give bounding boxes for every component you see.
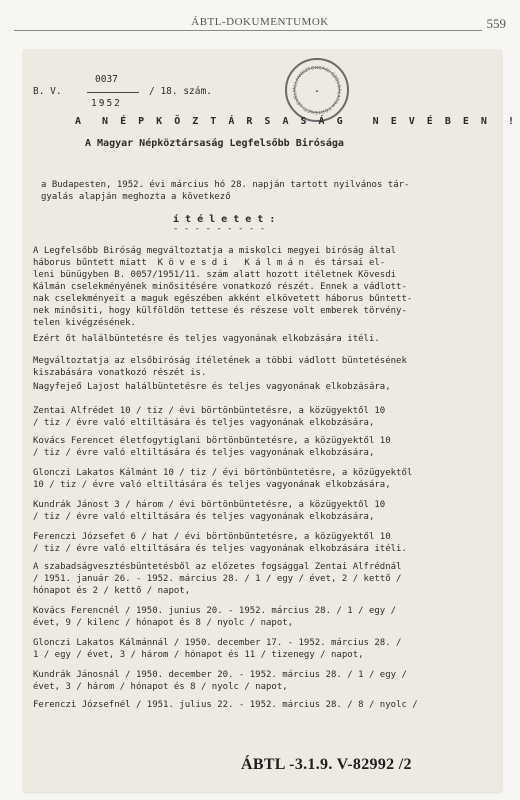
judgment-para1-line: telen kivégzésének. (33, 318, 136, 328)
intro-line-1: a Budapesten, 1952. évi március hó 28. napján tartott nyilvános tár- (41, 180, 410, 190)
ref-bv: B. V. (33, 86, 62, 97)
judgment-para1-line: háborus bűntett miatt K ö v e s d i K á l m á n és társai el- (33, 258, 386, 268)
judgment-para3-line: Megváltoztatja az elsőbiróság itéletének a többi vádlott büntetésének (33, 356, 407, 366)
judgment-para1-line: nak cselekményeit a maguk egészében akként elkövetett háborus bűntett- (33, 294, 413, 304)
iteletet-heading: í t é l e t e t : (173, 214, 276, 225)
ref-szam: / 18. szám. (149, 86, 212, 97)
svg-text:✦: ✦ (314, 90, 320, 95)
judgment-para6-line: / tiz / évre való eltiltására és teljes vagyonának elkobzására, (33, 448, 375, 458)
archive-seal-stamp (285, 58, 349, 122)
judgment-para1-line: Kálmán cselekményének minősitésére vonatkozó részét. Ennek a vádlott- (33, 282, 407, 292)
judgment-para1-line: A Legfelsőbb Biróság megváltoztatja a miskolci megyei biróság által (33, 246, 397, 256)
judgment-para4-line: Nagyfejeő Lajost halálbüntetésre és teljes vagyonának elkobzására, (33, 382, 391, 392)
judgment-para7-line: 10 / tiz / évre való eltiltására és teljes vagyonának elkobzására, (33, 480, 391, 490)
page-number: 559 (486, 16, 506, 31)
judgment-para8-line: / tiz / évre való eltiltására és teljes vagyonának elkobzására, (33, 512, 375, 522)
ref-number-top: 0037 (95, 74, 118, 85)
judgment-para2-line: Ezért őt halálbüntetésre és teljes vagyonának elkobzására itéli. (33, 334, 380, 344)
judgment-para10-line: hónapot és 2 / kettő / napot, (33, 586, 191, 596)
judgment-para11-line: évet, 9 / kilenc / hónapot és 8 / nyolc / napot, (33, 618, 294, 628)
judgment-para13-line: évet, 3 / három / hónapot és 8 / nyolc / napot, (33, 682, 288, 692)
judgment-para6-line: Kovács Ferencet életfogytiglani börtönbüntetésre, a közügyektől 10 (33, 436, 391, 446)
book-header (0, 0, 520, 34)
header-rule (14, 30, 482, 31)
judgment-para8-line: Kundrák Jánost 3 / három / évi börtönbüntetésre, a közügyektől 10 (33, 500, 386, 510)
iteletet-underline: - - - - - - - - - (173, 224, 266, 234)
judgment-para10-line: / 1951. január 26. - 1952. március 28. / 1 / egy / évet, 2 / kettő / (33, 574, 402, 584)
book-running-title: ÁBTL-DOKUMENTUMOK (191, 16, 329, 28)
ref-number-bottom: 1952 (91, 98, 122, 109)
judgment-para10-line: A szabadságvesztésbüntetésből az előzetes fogsággal Zentai Alfrédnál (33, 562, 402, 572)
document-title: A N É P K Ö Z T Á R S A S Á G N E V É B E N ! (75, 116, 518, 127)
judgment-para5-line: / tiz / évre való eltiltására és teljes vagyonának elkobzására, (33, 418, 375, 428)
court-name: A Magyar Népköztársaság Legfelsőbb Birósága (85, 138, 344, 149)
document-sheet (23, 50, 518, 792)
judgment-para11-line: Kovács Ferencnél / 1950. junius 20. - 1952. március 28. / 1 / egy / (33, 606, 397, 616)
judgment-para9-line: Ferenczi Józsefet 6 / hat / évi börtönbüntetésre, a közügyektől 10 (33, 532, 391, 542)
judgment-para13-line: Kundrák Jánosnál / 1950. december 20. - 1952. március 28. / 1 / egy / (33, 670, 407, 680)
intro-line-2: gyalás alapján meghozta a következő (41, 192, 231, 202)
judgment-para12-line: 1 / egy / évet, 3 / három / hónapot és 11 / tizenegy / napot, (33, 650, 364, 660)
judgment-para1-line: leni bünügyben B. 0057/1951/11. szám alatt hozott itéletnek Kövesdi (33, 270, 397, 280)
judgment-para14-line: Ferenczi Józsefnél / 1951. julius 22. - 1952. március 28. / 8 / nyolc / (33, 700, 418, 710)
ref-fraction-line (87, 92, 139, 93)
judgment-para3-line: kiszabására vonatkozó részét is. (33, 368, 207, 378)
judgment-para5-line: Zentai Alfrédet 10 / tiz / évi börtönbüntetésre, a közügyektől 10 (33, 406, 386, 416)
judgment-para12-line: Glonczi Lakatos Kálmánnál / 1950. december 17. - 1952. március 28. / (33, 638, 402, 648)
judgment-para1-line: nek minősiti, hogy külföldön tettese és részese volt emberek törvény- (33, 306, 407, 316)
archive-signature: ÁBTL -3.1.9. V-82992 /2 (241, 756, 412, 773)
svg-text:ÁLLAMBIZTONSÁGI SZOLGÁLATOK TÖ: ÁLLAMBIZTONSÁGI SZOLGÁLATOK TÖRTÉNETI LEVÉLT (291, 64, 343, 116)
judgment-para7-line: Glonczi Lakatos Kálmánt 10 / tiz / évi börtönbüntetésre, a közügyektől (33, 468, 413, 478)
judgment-para9-line: / tiz / évre való eltiltására és teljes vagyonának elkobzására itéli. (33, 544, 407, 554)
